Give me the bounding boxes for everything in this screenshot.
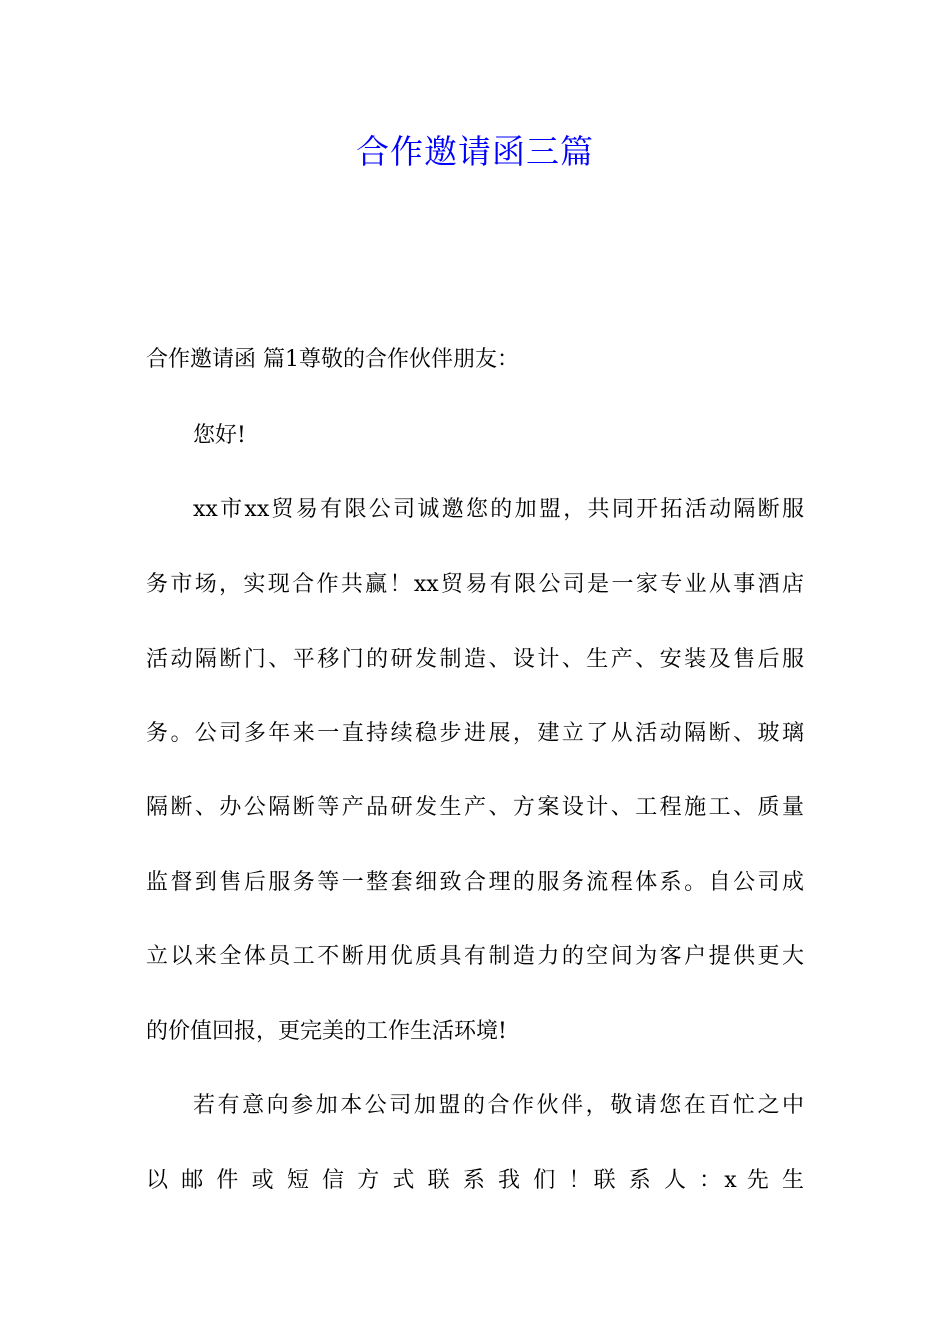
document-title: 合作邀请函三篇 xyxy=(356,132,594,171)
paragraph-line: 立以来全体员工不断用优质具有制造力的空间为客户提供更大 xyxy=(146,944,804,969)
paragraph-line: 活动隔断门、平移门的研发制造、设计、生产、安装及售后服 xyxy=(146,647,804,672)
paragraph-line: 的价值回报，更完美的工作生活环境! xyxy=(146,1019,507,1044)
paragraph-line: 监督到售后服务等一整套细致合理的服务流程体系。自公司成 xyxy=(146,870,804,895)
paragraph-line: 若有意向参加本公司加盟的合作伙伴，敬请您在百忙之中 xyxy=(193,1093,804,1118)
paragraph-line: 以 邮 件 或 短 信 方 式 联 系 我 们 ！联 系 人 ：x 先 生 xyxy=(146,1168,804,1193)
heading-line: 合作邀请函 篇1尊敬的合作伙伴朋友： xyxy=(146,347,519,372)
paragraph-line: 务。公司多年来一直持续稳步进展，建立了从活动隔断、玻璃 xyxy=(146,721,804,746)
greeting: 您好! xyxy=(193,423,246,448)
paragraph-line: 务市场，实现合作共赢！xx贸易有限公司是一家专业从事酒店 xyxy=(146,572,804,597)
paragraph-line: xx市xx贸易有限公司诚邀您的加盟，共同开拓活动隔断服 xyxy=(193,497,804,522)
paragraph-line: 隔断、办公隔断等产品研发生产、方案设计、工程施工、质量 xyxy=(146,795,804,820)
